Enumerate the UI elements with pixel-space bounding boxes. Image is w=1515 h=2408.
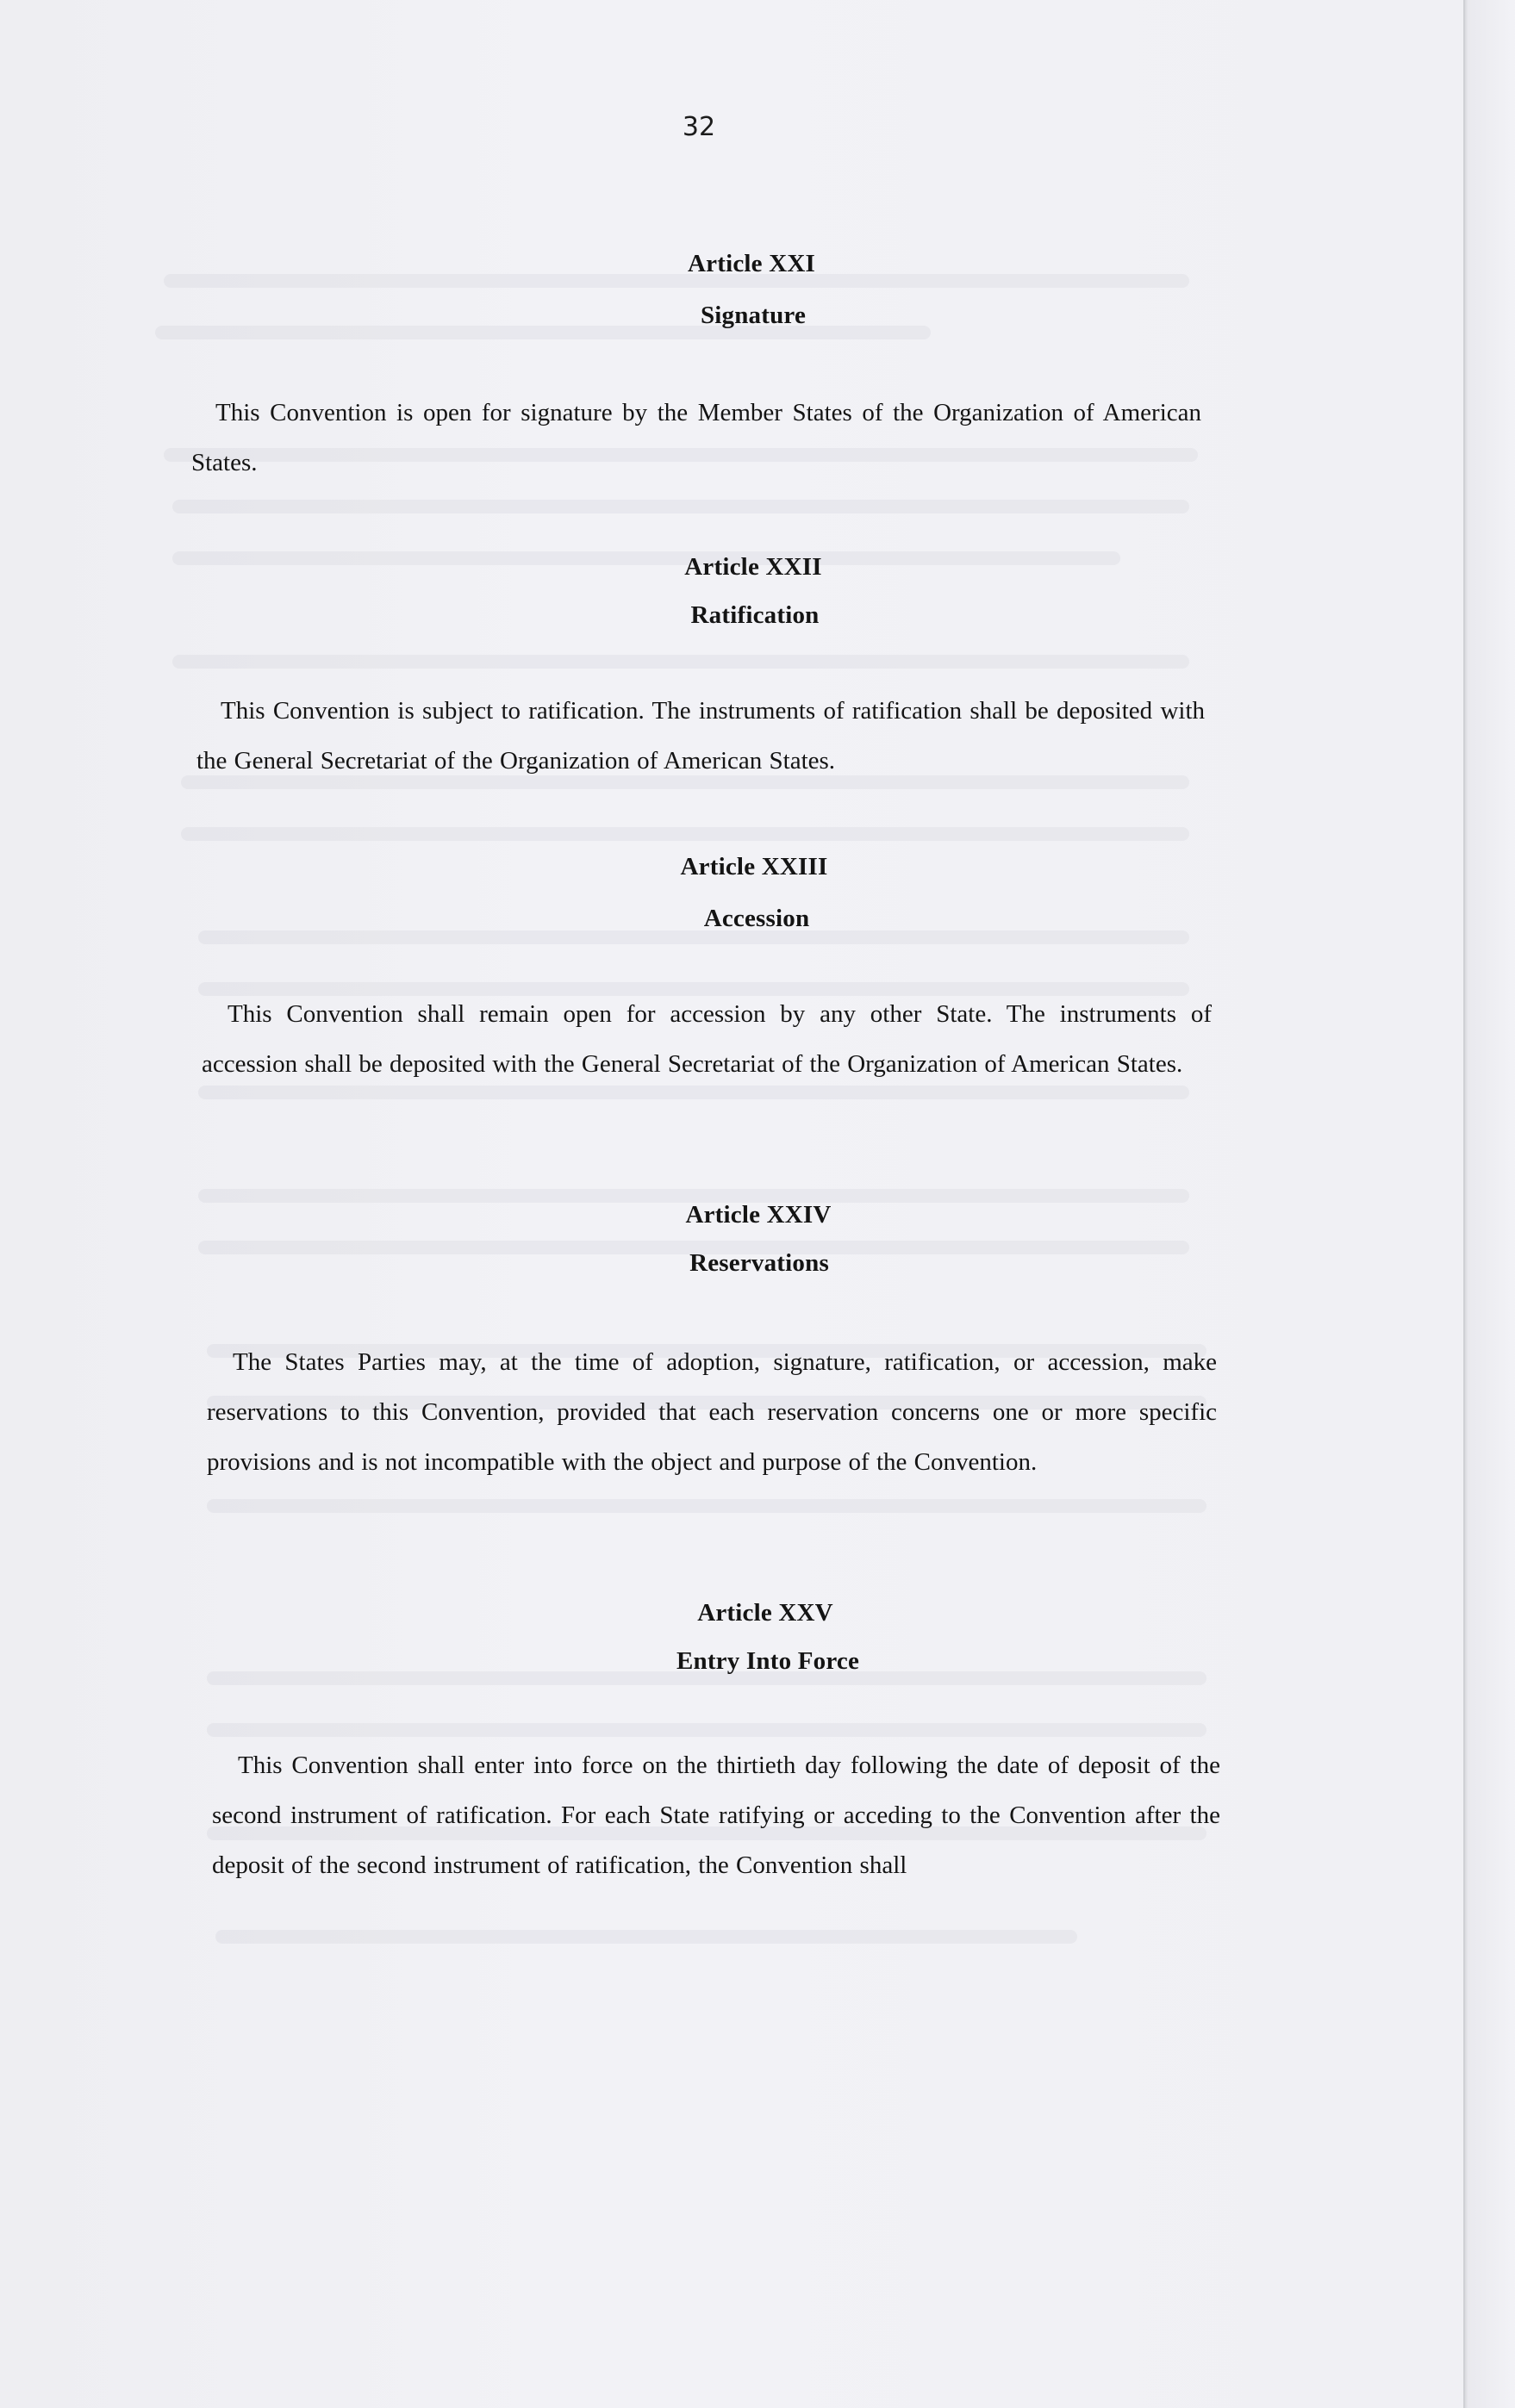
bleed-through-line [172,500,1189,513]
article-title-text: Ratification [690,601,820,629]
article-title [0,905,1515,933]
bleed-through-line [207,1499,1206,1513]
article-number-text: Article XXI [688,250,815,277]
article-paragraph: This Convention shall enter into force on the thirtieth day following the date of deposit of the second instrument of ratification. For each State ratifying or acceding to the Convention after the deposit of the second instrument of ratification, the Convention shall [212,1752,1220,1879]
article-number-text: Article XXII [684,553,822,581]
bleed-through-line [181,827,1189,841]
article-title [0,601,1515,630]
article-title-text: Signature [700,302,807,329]
article-number-text: Article XXIII [680,853,828,880]
page-number: 32 [682,112,716,142]
article-paragraph: This Convention is open for signature by the Member States of the Organization of American States. [191,399,1201,476]
article-number [0,1201,1515,1229]
bleed-through-line [207,1723,1206,1737]
bleed-through-line [172,655,1189,669]
article-title-text: Entry Into Force [676,1647,860,1675]
article-number [0,853,1515,881]
bleed-through-line [215,1930,1077,1944]
article-title [0,1249,1515,1278]
article-title [0,302,1515,330]
article-number-text: Article XXV [697,1599,833,1627]
article-title-text: Reservations [689,1249,829,1277]
article-number-text: Article XXIV [685,1201,832,1229]
article-paragraph: This Convention shall remain open for accession by any other State. The instruments of accession shall be deposited with the General Secretariat of the Organization of American States. [202,1000,1212,1078]
article-paragraph: The States Parties may, at the time of adoption, signature, ratification, or accession, make reservations to this Convention, provided that each reservation concerns one or more specific provisions and is not incompatible with the object and purpose of the Convention. [207,1348,1217,1476]
article-number [0,1599,1515,1627]
article-paragraph: This Convention is subject to ratification. The instruments of ratification shall be deposited with the General Secretariat of the Organization of American States. [196,697,1205,775]
article-title [0,1647,1515,1676]
article-number [0,553,1515,582]
article-title-text: Accession [703,905,810,932]
article-number [0,250,1515,278]
